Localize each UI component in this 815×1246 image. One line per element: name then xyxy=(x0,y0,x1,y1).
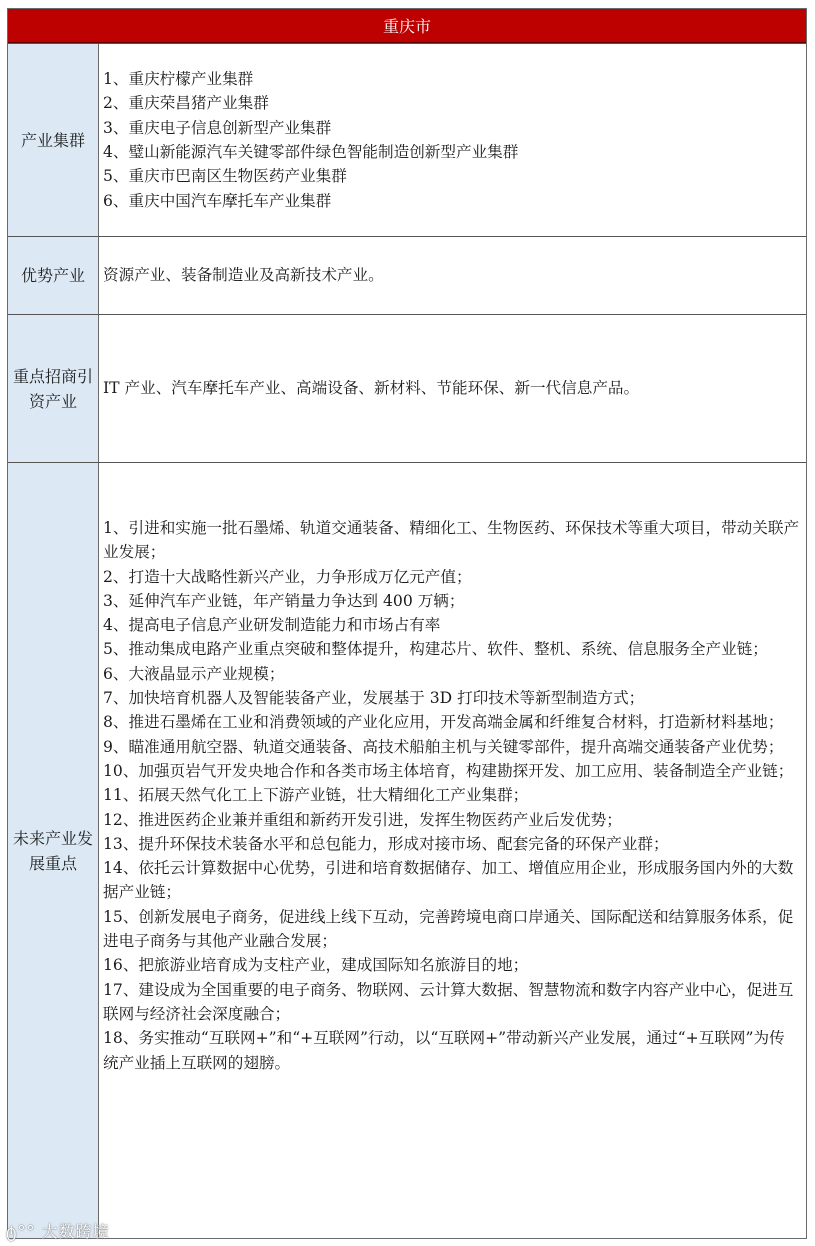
row-label: 产业集群 xyxy=(8,44,99,236)
row-industry-clusters xyxy=(8,43,806,236)
list-item: 14、依托云计算数据中心优势，引进和培育数据储存、加工、增值应用企业，形成服务国内外的大数据产业链； xyxy=(103,859,794,902)
list-item: 2、重庆荣昌猪产业集群 xyxy=(103,94,269,113)
row-label: 优势产业 xyxy=(8,237,99,314)
row-advantage-industries xyxy=(8,236,806,314)
chongqing-industry-table xyxy=(7,8,807,1239)
watermark-text: 大数跨境 xyxy=(41,1222,110,1241)
list-item: 1、重庆柠檬产业集群 xyxy=(103,70,254,89)
row-content xyxy=(99,237,806,314)
watermark-logo-icon: ტ°° xyxy=(6,1222,36,1241)
list-item: 3、重庆电子信息创新型产业集群 xyxy=(103,118,332,137)
list-item: 9、瞄准通用航空器、轨道交通装备、高技术船舶主机与关键零部件，提升高端交通装备产业优势； xyxy=(103,737,784,756)
row-label: 重点招商引资产业 xyxy=(8,315,99,462)
list-item: 18、务实推动“互联网+”和“+互联网”行动，以“互联网+”带动新兴产业发展，通过“+互联网”为传统产业插上互联网的翅膀。 xyxy=(103,1029,785,1072)
list-item: 8、推进石墨烯在工业和消费领域的产业化应用，开发高端金属和纤维复合材料，打造新材料基地； xyxy=(103,713,784,732)
list-item: 6、重庆中国汽车摩托车产业集群 xyxy=(103,191,332,210)
list-item: 6、大液晶显示产业规模； xyxy=(103,664,285,683)
list-item: 4、璧山新能源汽车关键零部件绿色智能制造创新型产业集群 xyxy=(103,143,519,161)
list-item: 17、建设成为全国重要的电子商务、物联网、云计算大数据、智慧物流和数字内容产业中心，促进互联网与经济社会深度融合； xyxy=(103,980,794,1023)
table-title: 重庆市 xyxy=(8,9,806,43)
list-item: 3、延伸汽车产业链，年产销量力争达到 400 万辆； xyxy=(103,591,465,610)
row-label: 未来产业发展重点 xyxy=(8,463,99,1238)
list-item: 12、推进医药企业兼并重组和新药开发引进，发挥生物医药产业后发优势； xyxy=(103,810,622,829)
list-item: 1、引进和实施一批石墨烯、轨道交通装备、精细化工、生物医药、环保技术等重大项目，带动关联产业发展； xyxy=(103,519,800,562)
list-item: 10、加强页岩气开发央地合作和各类市场主体培育，构建勘探开发、加工应用、装备制造全产业链； xyxy=(103,761,794,780)
list-item: 11、拓展天然气化工上下游产业链，壮大精细化工产业集群； xyxy=(103,786,529,805)
row-investment-industries xyxy=(8,314,806,462)
row-content xyxy=(99,463,806,1238)
watermark xyxy=(6,1219,110,1242)
list-item: 13、提升环保技术装备水平和总包能力，形成对接市场、配套完备的环保产业群； xyxy=(103,834,669,853)
list-item: IT 产业、汽车摩托车产业、高端设备、新材料、节能环保、新一代信息产品。 xyxy=(103,379,640,398)
row-content xyxy=(99,44,806,236)
list-item: 15、创新发展电子商务，促进线上线下互动，完善跨境电商口岸通关、国际配送和结算服务体系，促进电子商务与其他产业融合发展； xyxy=(103,907,794,951)
list-item: 16、把旅游业培育成为支柱产业，建成国际知名旅游目的地； xyxy=(103,956,529,975)
row-future-priorities xyxy=(8,462,806,1238)
list-item: 5、推动集成电路产业重点突破和整体提升，构建芯片、软件、整机、系统、信息服务全产业链； xyxy=(103,640,768,659)
list-item: 7、加快培育机器人及智能装备产业，发展基于 3D 打印技术等新型制造方式； xyxy=(103,689,645,708)
list-item: 资源产业、装备制造业及高新技术产业。 xyxy=(103,266,384,285)
row-content xyxy=(99,315,806,462)
list-item: 4、提高电子信息产业研发制造能力和市场占有率 xyxy=(103,616,441,635)
list-item: 5、重庆市巴南区生物医药产业集群 xyxy=(103,167,347,186)
list-item: 2、打造十大战略性新兴产业，力争形成万亿元产值； xyxy=(103,567,472,586)
